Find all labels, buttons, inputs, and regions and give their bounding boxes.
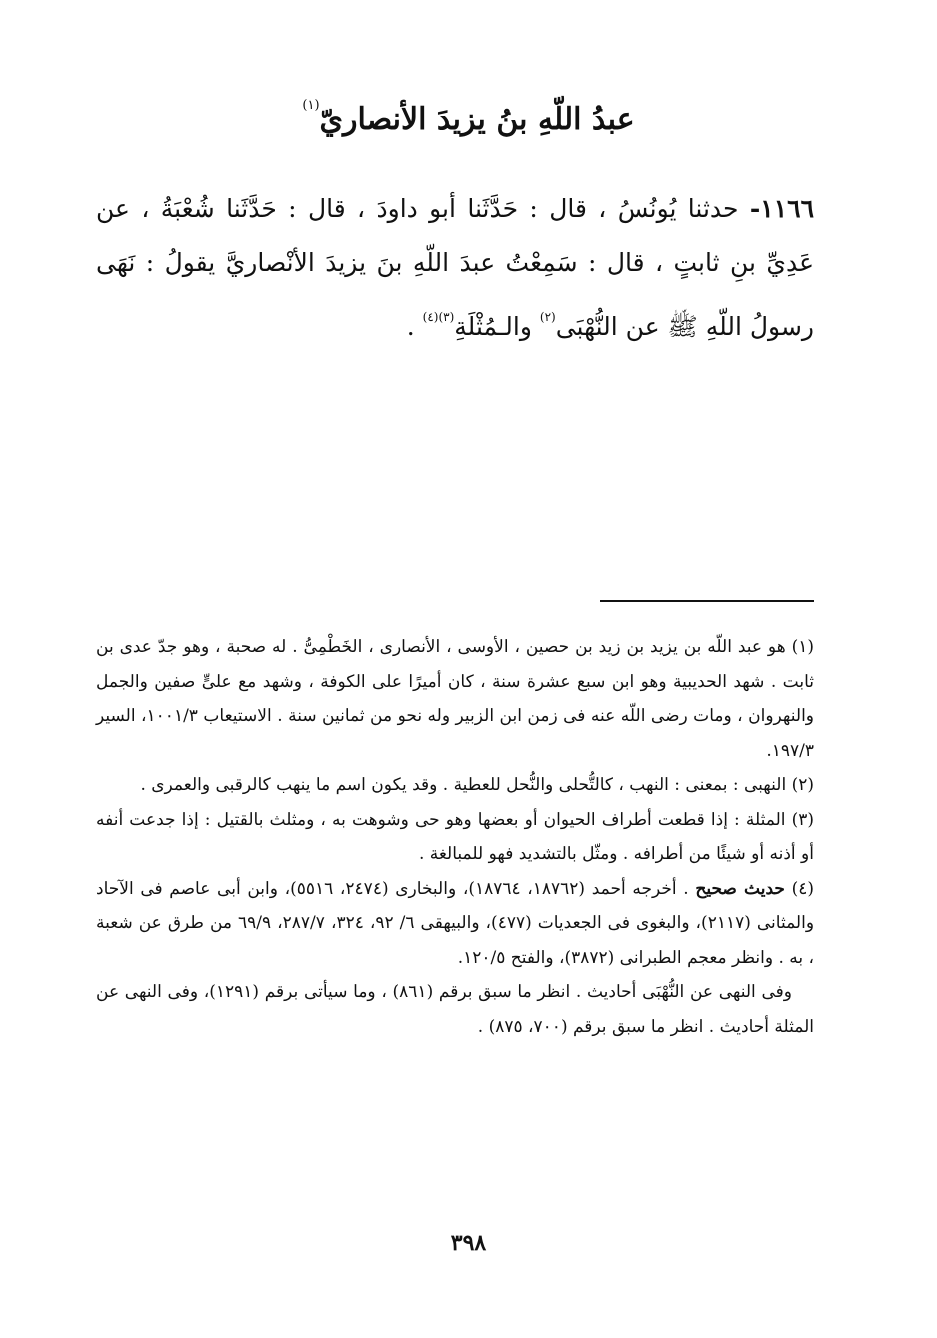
- chapter-title-text: عبدُ اللّهِ بنُ يزيدَ الأنصاريّ: [319, 102, 635, 137]
- footnote-ref-2: (٢): [539, 310, 556, 324]
- hadith-text: [96, 182, 814, 354]
- footnote-1: (١) هو عبد اللّه بن يزيد بن زيد بن حصين ، الأوسى ، الأنصارى ، الخَطْمِىُّ . له صحبة ، وهو جدّ عدى بن ثابت . شهد الحديبية وهو ابن سبع عشرة سنة ، كان أميرًا على الكوفة ، وشهد مع علىٍّ صفين والجمل والنهروان ، ومات رضى اللّه عنه فى زمن ابن الزبير وله نحو من ثمانين سنة . الاستيعاب ١٠٠١/٣، السير ١٩٧/٣.: [96, 637, 814, 761]
- footnote-2: (٢) النهبى : بمعنى : النهب ، كالتُّحلى والنُّحل للعطية . وقد يكون اسم ما ينهب كالرقبى والعمرى .: [140, 775, 814, 795]
- footnote-4: [96, 872, 814, 976]
- page-number: ٣٩٨: [450, 1230, 487, 1256]
- hadith-body-part1: حدثنا يُونُسُ ، قال : حَدَّثَنا أبو داودَ ، قال : حَدَّثَنا شُعْبَةُ ، عن عَدِيِّ بنِ ثابتٍ ، قال : سَمِعْتُ عبدَ اللّهِ بنَ يزيدَ الأنْصاريَّ يقولُ : نَهَى رسولُ اللّهِ ﷺ عن النُّهْبَى: [96, 194, 814, 341]
- hadith-number: ١١٦٦-: [749, 194, 814, 223]
- hadith-end: .: [406, 312, 423, 341]
- footnote-ref-1: (١): [302, 98, 320, 113]
- footnote-4-extra: وفى النهى عن النُّهْبَى أحاديث . انظر ما سبق برقم (٨٦١) ، وما سيأتى برقم (١٢٩١)، وفى النهى عن المثلة أحاديث . انظر ما سبق برقم (٧٠٠، ٨٧٥) .: [96, 982, 814, 1037]
- footnote-3: (٣) المثلة : إذا قطعت أطراف الحيوان أو بعضها وهو حى وشوهت به ، ومثلث بالقتيل : إذا جدعت أنفه أو أذنه أو شيئًا من أطرافه . ومثّل بالتشديد فهو للمبالغة .: [96, 809, 814, 864]
- footnote-ref-3-4: (٣)(٤): [422, 310, 455, 324]
- footnotes: [96, 630, 814, 1044]
- chapter-title: [0, 78, 937, 148]
- footnote-separator: [600, 600, 814, 602]
- hadith-body-part2: والـمُثْلَةِ: [454, 312, 532, 341]
- footnote-4-text: . أخرجه أحمد (١٨٧٦٢، ١٨٧٦٤)، والبخارى (٢٤٧٤، ٥٥١٦)، وابن أبى عاصم فى الآحاد والمثانى (٢١١٧)، والبغوى فى الجعديات (٤٧٧)، والبيهقى ٦/ ٩٢، ٣٢٤، ٢٨٧/٧، ٦٩/٩ من طرق عن شعبة ، به . وانظر معجم الطبرانى (٣٨٧٢)، والفتح ١٢٠/٥.: [96, 878, 815, 968]
- footnote-4-label: (٤): [791, 878, 815, 899]
- footnote-4-grade: حديث صحيح: [695, 878, 785, 899]
